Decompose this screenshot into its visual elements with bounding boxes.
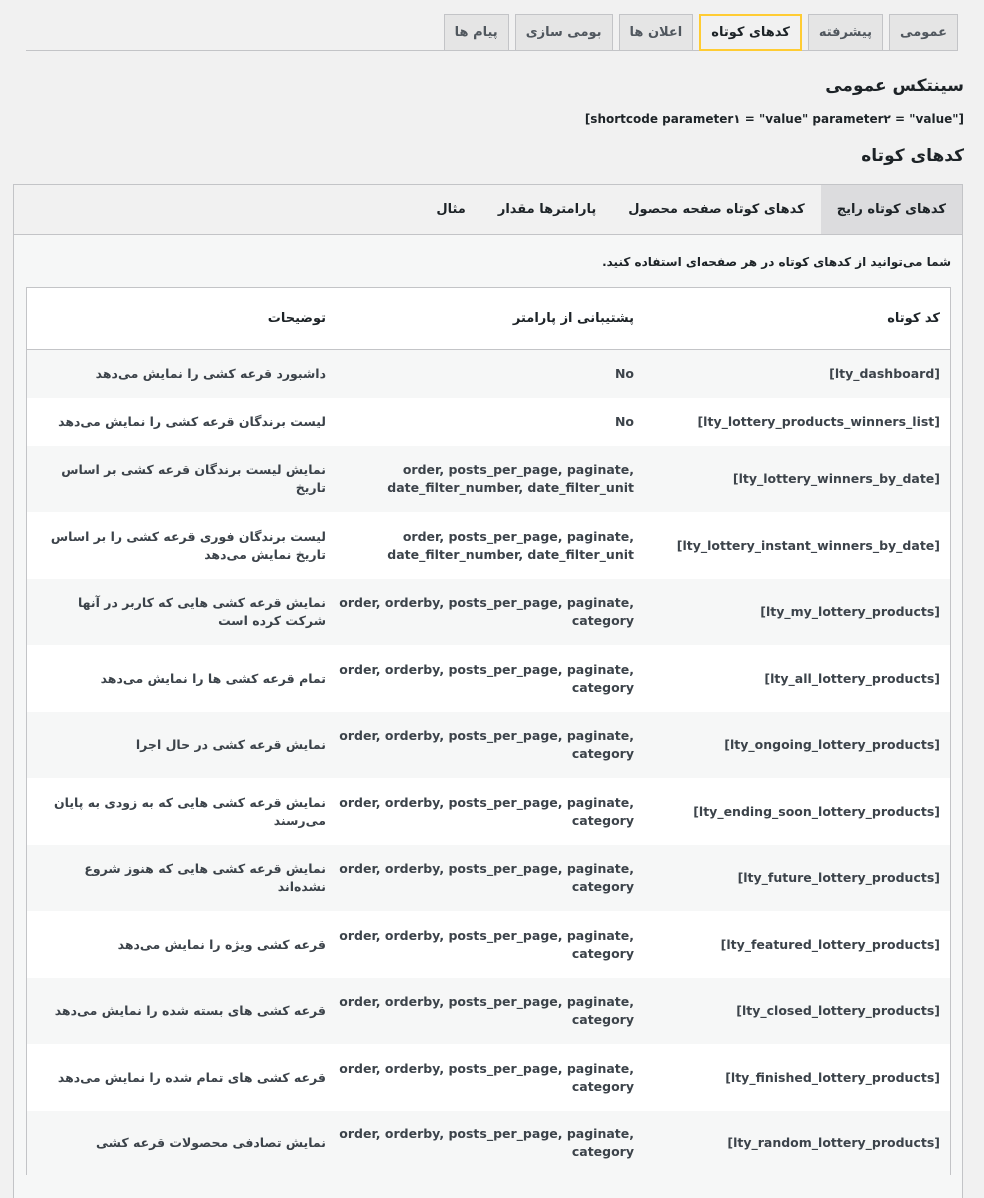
description-cell: نمایش قرعه کشی هایی که هنوز شروع نشده‌اند: [84, 861, 326, 894]
tab-shortcodes[interactable]: کدهای کوتاه: [699, 14, 802, 51]
description-cell: تمام قرعه کشی ها را نمایش می‌دهد: [100, 670, 326, 686]
shortcode-cell: [lty_ongoing_lottery_products]: [724, 737, 940, 752]
table-row: [27, 1111, 950, 1175]
description-cell: داشبورد قرعه کشی را نمایش می‌دهد: [95, 366, 326, 381]
table-row: [27, 1044, 950, 1111]
description-cell: قرعه کشی ویژه را نمایش می‌دهد: [117, 936, 326, 952]
parameter-cell: order, orderby, posts_per_page, paginate, category: [339, 994, 634, 1027]
parameter-cell: order, orderby, posts_per_page, paginate, category: [339, 1126, 634, 1159]
parameter-cell: order, posts_per_page, paginate, date_filter_number, date_filter_unit: [387, 528, 634, 562]
shortcode-cell: [lty_lottery_products_winners_list]: [697, 414, 940, 429]
subtab-common-shortcodes[interactable]: کدهای کوتاه رایج: [821, 185, 962, 234]
shortcode-cell: [lty_random_lottery_products]: [727, 1135, 940, 1150]
description-cell: لیست برندگان قرعه کشی را نمایش می‌دهد: [58, 414, 326, 429]
description-cell: نمایش قرعه کشی در حال اجرا: [135, 737, 326, 752]
parameter-cell: order, orderby, posts_per_page, paginate, category: [339, 1060, 634, 1094]
table-row: [27, 911, 950, 978]
shortcode-cell: [lty_all_lottery_products]: [764, 670, 940, 686]
table-row: [27, 446, 950, 512]
description-cell: نمایش قرعه کشی هایی که کاربر در آنها شرکت کرده است: [77, 595, 326, 628]
table-row: [27, 978, 950, 1044]
subtab-example[interactable]: مثال: [436, 202, 466, 217]
shortcode-cell: [lty_dashboard]: [829, 366, 940, 381]
parameter-cell: No: [614, 366, 634, 381]
general-syntax-heading: سینتکس عمومی: [825, 76, 964, 96]
table-row: [27, 579, 950, 645]
description-cell: نمایش تصادفی محصولات قرعه کشی: [96, 1135, 326, 1150]
settings-tab-bar: [26, 14, 958, 51]
general-syntax-text: [shortcode parameter۱ = "value" parameter۲ = "value"]: [584, 112, 964, 126]
shortcodes-panel: [13, 184, 963, 1198]
tab-messages[interactable]: پیام ها: [444, 14, 509, 50]
description-cell: لیست برندگان فوری قرعه کشی را بر اساس تاریخ نمایش می‌دهد: [50, 528, 326, 562]
shortcode-cell: [lty_lottery_winners_by_date]: [732, 471, 940, 486]
shortcode-cell: [lty_ending_soon_lottery_products]: [693, 803, 940, 819]
shortcodes-subtab-bar: [14, 185, 962, 235]
description-cell: نمایش لیست برندگان قرعه کشی بر اساس تاریخ: [61, 462, 326, 495]
header-parameter-support: پشتیبانی از پارامتر: [512, 311, 634, 326]
shortcode-cell: [lty_closed_lottery_products]: [736, 1003, 940, 1018]
shortcode-cell: [lty_finished_lottery_products]: [725, 1069, 940, 1085]
header-shortcode: کد کوتاه: [887, 311, 940, 326]
table-row: [27, 350, 950, 398]
parameter-cell: order, posts_per_page, paginate, date_filter_number, date_filter_unit: [387, 462, 634, 495]
description-cell: نمایش قرعه کشی هایی که به زودی به پایان می‌رسند: [53, 794, 326, 828]
table-row: [27, 845, 950, 911]
tab-notifications[interactable]: اعلان ها: [619, 14, 694, 50]
table-row: [27, 712, 950, 778]
parameter-cell: order, orderby, posts_per_page, paginate, category: [339, 927, 634, 961]
shortcodes-table: [26, 287, 951, 1175]
shortcodes-heading: کدهای کوتاه: [861, 146, 964, 166]
tab-localization[interactable]: بومی سازی: [515, 14, 613, 50]
tab-general[interactable]: عمومی: [889, 14, 958, 50]
table-row: [27, 645, 950, 712]
table-body: [27, 350, 950, 1175]
table-row: [27, 778, 950, 845]
subtab-product-page-shortcodes[interactable]: کدهای کوتاه صفحه محصول: [628, 202, 805, 217]
table-row: [27, 512, 950, 579]
description-cell: قرعه کشی های بسته شده را نمایش می‌دهد: [54, 1003, 326, 1018]
description-cell: قرعه کشی های تمام شده را نمایش می‌دهد: [57, 1069, 326, 1085]
parameter-cell: order, orderby, posts_per_page, paginate, category: [339, 794, 634, 828]
subtab-parameter-values[interactable]: پارامترها مقدار: [497, 202, 597, 217]
shortcode-cell: [lty_future_lottery_products]: [737, 870, 940, 885]
shortcodes-intro-text: شما می‌توانید از کدهای کوتاه در هر صفحه‌ای استفاده کنید.: [602, 255, 951, 269]
shortcode-cell: [lty_featured_lottery_products]: [720, 936, 940, 952]
parameter-cell: order, orderby, posts_per_page, paginate, category: [339, 661, 634, 695]
parameter-cell: No: [614, 414, 634, 429]
parameter-cell: order, orderby, posts_per_page, paginate, category: [339, 595, 634, 628]
shortcode-cell: [lty_my_lottery_products]: [760, 604, 940, 619]
parameter-cell: order, orderby, posts_per_page, paginate, category: [339, 861, 634, 894]
tab-advanced[interactable]: پیشرفته: [808, 14, 883, 50]
header-description: توضیحات: [267, 311, 326, 326]
shortcode-cell: [lty_lottery_instant_winners_by_date]: [676, 537, 940, 553]
table-header: [27, 288, 950, 350]
table-row: [27, 398, 950, 446]
parameter-cell: order, orderby, posts_per_page, paginate, category: [339, 728, 634, 761]
